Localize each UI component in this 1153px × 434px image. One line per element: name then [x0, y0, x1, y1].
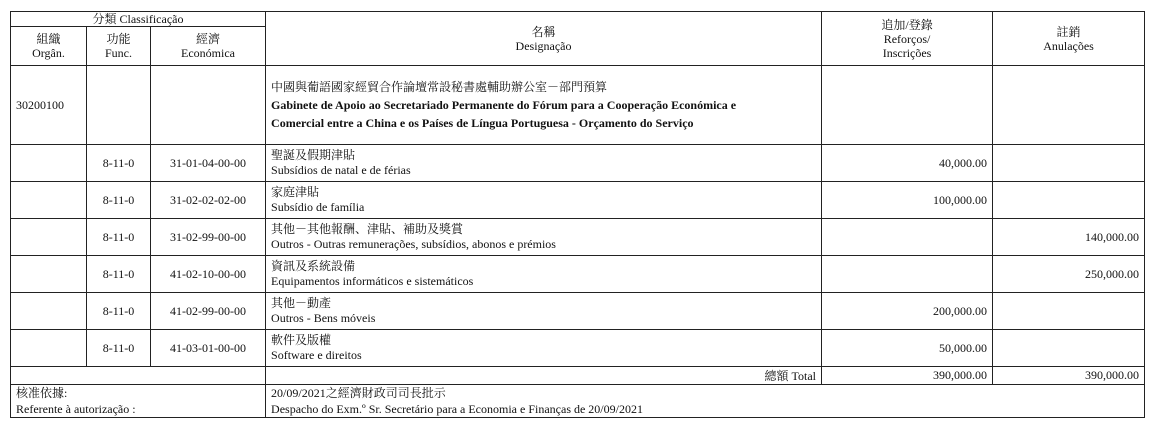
designation-header-pt: Designação [515, 38, 572, 53]
line-description [266, 182, 822, 219]
table-row [11, 256, 1145, 293]
total-reforcos: 390,000.00 [822, 367, 993, 385]
line-description-zh: 軟件及版權 [271, 333, 332, 347]
organic-cell [11, 145, 87, 182]
line-description-pt: Software e direitos [271, 348, 362, 362]
line-description-pt: Outros - Bens móveis [271, 311, 376, 325]
organ-code: 30200100 [11, 66, 87, 145]
reforcos-header-pt2: Inscrições [882, 45, 932, 60]
organic-cell [11, 293, 87, 330]
table-row [11, 219, 1145, 256]
economic-code: 31-02-99-00-00 [151, 219, 266, 256]
organic-cell [11, 182, 87, 219]
table-row [11, 182, 1145, 219]
total-anulacoes: 390,000.00 [993, 367, 1145, 385]
reforco-amount: 200,000.00 [822, 293, 993, 330]
authorization-label [11, 385, 266, 418]
line-description-zh: 其他－動產 [271, 296, 332, 310]
reforcos-header-pt1: Reforços/ [883, 31, 931, 46]
table-row [11, 330, 1145, 367]
anulacao-amount [993, 293, 1145, 330]
table-row [11, 293, 1145, 330]
authorization-text [266, 385, 1145, 418]
anulacao-amount [993, 330, 1145, 367]
organica-header: 組織 Orgân. [11, 27, 87, 66]
funcional-header: 功能 Func. [87, 27, 151, 66]
economic-code: 41-02-99-00-00 [151, 293, 266, 330]
anulacoes-header-pt: Anulações [1043, 38, 1094, 53]
economic-code: 41-03-01-00-00 [151, 330, 266, 367]
reforco-amount [822, 256, 993, 293]
anulacoes-header-zh: 註銷 [1056, 24, 1081, 39]
line-description-zh: 資訊及系統設備 [271, 259, 356, 273]
reforco-amount [822, 219, 993, 256]
reforcos-header-zh: 追加/登錄 [881, 17, 933, 32]
organ-name-pt2: Comercial entre a China e os Países de Língua Portuguesa - Orçamento do Serviço [271, 116, 694, 130]
authorization-label-pt: Referente à autorização : [16, 402, 136, 416]
functional-code: 8-11-0 [87, 182, 151, 219]
anulacao-amount: 140,000.00 [993, 219, 1145, 256]
organ-name-pt1: Gabinete de Apoio ao Secretariado Permanente do Fórum para a Cooperação Económica e [271, 98, 737, 112]
line-description [266, 293, 822, 330]
line-description-pt: Subsídio de família [271, 200, 365, 214]
line-description-zh: 家庭津貼 [271, 185, 320, 199]
reforco-amount: 50,000.00 [822, 330, 993, 367]
functional-code: 8-11-0 [87, 219, 151, 256]
organic-cell [11, 219, 87, 256]
budget-table [10, 11, 1145, 418]
organ-name-zh: 中國與葡語國家經貿合作論壇常設秘書處輔助辦公室－部門預算 [271, 80, 608, 94]
organ-name [266, 66, 822, 145]
line-description [266, 145, 822, 182]
authorization-label-zh: 核准依據: [16, 386, 68, 400]
designation-header-zh: 名稱 [531, 24, 556, 39]
organic-cell [11, 256, 87, 293]
reforco-amount: 40,000.00 [822, 145, 993, 182]
line-description [266, 256, 822, 293]
economica-header: 經濟 Económica [151, 27, 266, 66]
line-description [266, 219, 822, 256]
anulacao-amount: 250,000.00 [993, 256, 1145, 293]
authorization-text-zh: 20/09/2021之經濟財政司司長批示 [271, 386, 446, 400]
line-description [266, 330, 822, 367]
budget-lines [11, 145, 1145, 367]
classification-header: 分類 Classificação [11, 12, 266, 27]
economic-code: 41-02-10-00-00 [151, 256, 266, 293]
organ-row [11, 66, 1145, 145]
anulacao-amount [993, 182, 1145, 219]
total-label: 總額 Total [266, 367, 822, 385]
anulacoes-header [993, 12, 1145, 66]
header-row-top [11, 12, 1145, 27]
line-description-pt: Equipamentos informáticos e sistemáticos [271, 274, 474, 288]
designation-header [266, 12, 822, 66]
economic-code: 31-02-02-02-00 [151, 182, 266, 219]
line-description-pt: Outros - Outras remunerações, subsídios, abonos e prémios [271, 237, 556, 251]
authorization-text-pt: Despacho do Exm.º Sr. Secretário para a Economia e Finanças de 20/09/2021 [271, 402, 643, 416]
line-description-zh: 聖誕及假期津貼 [271, 148, 356, 162]
economic-code: 31-01-04-00-00 [151, 145, 266, 182]
functional-code: 8-11-0 [87, 145, 151, 182]
footer-row [11, 385, 1145, 418]
organic-cell [11, 330, 87, 367]
reforcos-header [822, 12, 993, 66]
functional-code: 8-11-0 [87, 330, 151, 367]
table-row [11, 145, 1145, 182]
line-description-zh: 其他－其他報酬、津貼、補助及獎賞 [271, 222, 464, 236]
functional-code: 8-11-0 [87, 293, 151, 330]
reforco-amount: 100,000.00 [822, 182, 993, 219]
functional-code: 8-11-0 [87, 256, 151, 293]
anulacao-amount [993, 145, 1145, 182]
line-description-pt: Subsídios de natal e de férias [271, 163, 411, 177]
total-row [11, 367, 1145, 385]
